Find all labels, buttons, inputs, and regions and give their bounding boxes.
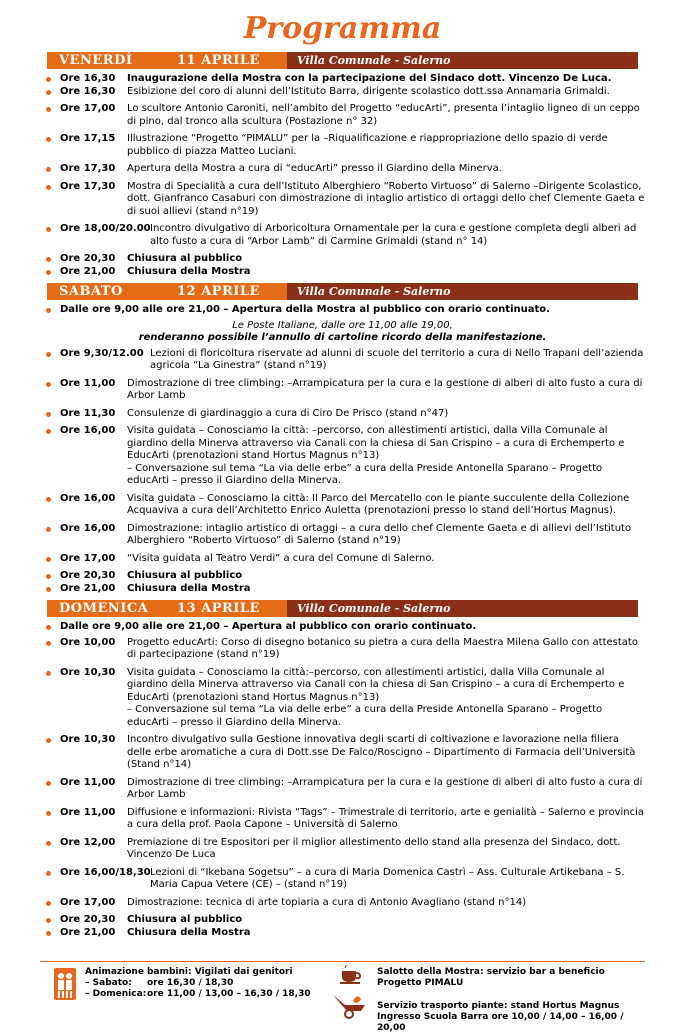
event-time: Ore 17,15 — [60, 133, 116, 144]
list-item — [0, 103, 685, 128]
event-time: Ore 16,00/18,30 — [60, 866, 151, 878]
event-time: Ore 20,30 — [60, 914, 116, 925]
bullet-icon — [46, 352, 51, 357]
bullet-icon — [46, 257, 51, 262]
event-time: Ore 16,30 — [60, 85, 116, 97]
event-time: Ore 9,30/12.00 — [60, 347, 144, 359]
day-label: VENERDÌ — [59, 53, 133, 68]
transport-service: Servizio trasporto piante: stand Hortus Magnus — [377, 1001, 620, 1011]
list-item — [0, 163, 685, 176]
list-item — [0, 777, 685, 802]
event-time: Ore 10,30 — [60, 734, 116, 745]
list-item — [0, 583, 685, 596]
event-time: Ore 10,00 — [60, 636, 116, 648]
day-band-friday — [47, 52, 638, 69]
event-description: Chiusura della Mostra — [127, 926, 251, 938]
event-description: Dimostrazione: tecnica di arte topiaria a cura di Antonio Avagliano (stand n°14) — [127, 896, 527, 908]
event-time: Ore 20,30 — [60, 253, 116, 264]
bullet-icon — [46, 497, 51, 502]
services-info — [377, 967, 647, 1034]
event-description: Chiusura della Mostra — [127, 582, 251, 594]
event-time: Ore 20,30 — [60, 570, 116, 581]
poste-note: Le Poste Italiane, dalle ore 11,00 alle 19,00, renderanno possibile l’annullo di cartoline ricordo della manifestazione. — [138, 319, 547, 343]
bullet-icon — [46, 185, 51, 190]
bullet-icon — [46, 781, 51, 786]
bullet-icon — [46, 527, 51, 532]
list-item — [0, 378, 685, 403]
bullet-icon — [46, 557, 51, 562]
event-time: Ore 12,00 — [60, 836, 116, 848]
program-page — [0, 10, 685, 1033]
bullet-icon — [46, 671, 51, 676]
event-time: Ore 17,00 — [60, 896, 116, 908]
list-item — [0, 86, 685, 99]
event-description: Inaugurazione della Mostra con la partecipazione del Sindaco dott. Vincenzo De Luca. — [127, 73, 612, 84]
event-description: Incontro divulgativo sulla Gestione innovativa degli scarti di coltivazione e lavorazione nella filiera delle erbe aromatiche a cura di Dott.sse De Falco/Roscigno – Dipartimento di Farmacia dell’Università (Stand n°14) — [127, 734, 636, 770]
event-description: Dimostrazione: intaglio artistico di ortaggi – a cura dello chef Clemente Gaeta e di allievi dell’Istituto Alberghiero “Roberto Virtuoso” di Salerno (stand n°19) — [127, 522, 632, 546]
list-item — [0, 667, 685, 730]
bullet-icon — [46, 107, 51, 112]
event-description: Progetto educArti: Corso di disegno botanico su pietra a cura della Maestra Milena Gallo con attestato di partecipazione (stand n°19) — [127, 636, 638, 660]
event-description: Visita guidata – Conosciamo la città:–percorso, con allestimenti artistici, dalla Villa Comunale al giardino della Minerva attraverso via Canali con la chiesa di San Crispino – a cura di Erchemperto e EducArti (prenotazioni stand Hortus Magnus n°13) — [127, 666, 625, 703]
event-description: Mostra di Specialità a cura dell’Istituto Alberghiero “Roberto Virtuoso” di Salerno –Dirigente Scolastico, dott. Gianfranco Casaburi con dimostrazione di intaglio artistico di ortaggi dello chef Clemente Gaeta e di suoi allievi (stand n°19) — [127, 180, 645, 217]
list-item — [0, 408, 685, 421]
event-description: Esibizione del coro di alunni dell’Istituto Barra, dirigente scolastico dott.ssa Annamaria Grimaldi. — [127, 85, 610, 97]
event-time: Ore 11,00 — [60, 776, 116, 788]
day-date: 12 APRILE — [177, 284, 260, 299]
bullet-icon — [46, 308, 51, 313]
event-time: Ore 10,30 — [60, 666, 116, 678]
bullet-icon — [46, 167, 51, 172]
event-time: Ore 17,30 — [60, 180, 116, 192]
event-description: Lezioni di “Ikebana Sogetsu” – a cura di Maria Domenica Castrì – Ass. Culturale Artikebana – S. Maria Capua Vetere (CE) – (stand n°19) — [150, 866, 625, 890]
event-description: Dimostrazione di tree climbing: –Arrampicatura per la cura e la gestione di alberi di alto fusto a cura di Arbor Lamb — [127, 377, 643, 401]
list-item — [0, 73, 685, 86]
event-time: Ore 11,00 — [60, 806, 116, 818]
coffee-cup-icon — [339, 965, 363, 985]
bullet-icon — [46, 77, 51, 82]
list-item — [0, 807, 685, 832]
bullet-icon — [46, 574, 51, 579]
kids-title: Animazione bambini: Vigilati dai genitori — [85, 967, 293, 977]
day-label: DOMENICA — [59, 601, 149, 616]
event-time: Ore 16,00 — [60, 492, 116, 504]
list-item — [0, 523, 685, 548]
event-description: Apertura della Mostra a cura di “educArti” presso il Giardino della Minerva. — [127, 163, 502, 174]
event-description: Chiusura al pubblico — [127, 253, 243, 264]
list-item — [0, 253, 685, 266]
event-time: Ore 11,00 — [60, 377, 116, 389]
bullet-icon — [46, 587, 51, 592]
bullet-icon — [46, 382, 51, 387]
venue-label: Villa Comunale - Salerno — [297, 602, 451, 615]
event-description: Visita guidata – Conosciamo la città: –percorso, con allestimenti artistici, dalla Villa Comunale al giardino della Minerva attraverso via Canali con la chiesa di San Crispino – a cura di Erchemperto e EducArti (prenotazioni stand Hortus Magnus n°13) — [127, 425, 625, 461]
day-date: 11 APRILE — [177, 53, 260, 68]
event-time: Ore 21,00 — [60, 926, 116, 938]
event-time: Ore 21,00 — [60, 582, 116, 594]
bullet-icon — [46, 841, 51, 846]
list-item — [0, 897, 685, 910]
event-time: Ore 17,30 — [60, 163, 116, 174]
bullet-icon — [46, 137, 51, 142]
event-description: Lezioni di floricoltura riservate ad alunni di scuole del territorio a cura di Nello Trapani dell’azienda agricola “La Ginestra” (stand n°19) — [150, 347, 644, 371]
list-item — [0, 493, 685, 518]
list-item — [0, 266, 685, 279]
event-time: Ore 18,00/20.00 — [60, 223, 151, 234]
kids-info: Animazione bambini: Vigilati dai genitori – Sabato: ore 16,30 / 18,30 – Domenica:ore 11,00 / 13,00 – 16,30 / 18,30 — [85, 967, 355, 1000]
bullet-icon — [46, 811, 51, 816]
list-item — [0, 425, 685, 488]
bullet-icon — [46, 901, 51, 906]
list-item — [0, 637, 685, 662]
event-time: Ore 21,00 — [60, 265, 116, 277]
bullet-icon — [46, 641, 51, 646]
event-description: Lo scultore Antonio Caroniti, nell’ambito del Progetto “educArti”, presenta l’intaglio ligneo di un ceppo di pino, dal tronco alla scultura (Postazione n° 32) — [127, 103, 640, 127]
event-time: Ore 17,00 — [60, 552, 116, 564]
bullet-icon — [46, 931, 51, 936]
list-item — [0, 133, 685, 158]
list-item — [0, 181, 685, 219]
venue-label: Villa Comunale - Salerno — [297, 54, 451, 67]
bar-service: Salotto della Mostra: servizio bar a beneficio Progetto PIMALU — [377, 967, 605, 988]
list-item — [0, 734, 685, 772]
bullet-icon — [46, 871, 51, 876]
list-item — [0, 553, 685, 566]
bullet-icon — [46, 738, 51, 743]
footer — [47, 965, 638, 1033]
event-list-friday — [0, 73, 685, 281]
event-description-extra: – Conversazione sul tema “La via delle erbe” a cura della Preside Antonella Sparano – Progetto educArti – presso il Giardino della Minerva. — [127, 704, 603, 728]
event-description-extra: – Conversazione sul tema “La via delle erbe” a cura della Preside Antonella Sparano – Progetto educArti – presso il Giardino della Minerva. — [127, 462, 603, 486]
event-description: Visita guidata – Conosciamo la città: Il Parco del Mercatello con le piante succulente della Collezione Acquaviva a cura dell’Architetto Enrico Auletta (prenotazioni presso lo stand dell’Hortus Magnus). — [127, 492, 630, 516]
event-description: “Visita guidata al Teatro Verdi” a cura del Comune di Salerno. — [127, 552, 435, 564]
venue-label: Villa Comunale - Salerno — [297, 285, 451, 298]
event-description: Chiusura al pubblico — [127, 914, 243, 925]
bullet-icon — [46, 412, 51, 417]
list-item — [0, 348, 685, 373]
opening-hours: Dalle ore 9,00 alle ore 21,00 – Apertura della Mostra al pubblico con orario continuato. — [60, 304, 550, 315]
bullet-icon — [46, 625, 51, 630]
event-description: Chiusura della Mostra — [127, 265, 251, 277]
event-description: Premiazione di tre Espositori per il miglior allestimento dello stand alla presenza del Sindaco, dott. Vincenzo De Luca — [127, 836, 621, 860]
opening-hours: Dalle ore 9,00 alle ore 21,00 – Apertura al pubblico con orario continuato. — [60, 621, 477, 632]
page-title: Programma — [243, 11, 442, 46]
bullet-icon — [46, 90, 51, 95]
event-list-sunday — [0, 637, 685, 943]
list-item — [0, 837, 685, 862]
day-band-sunday — [47, 600, 638, 617]
transport-hours: Ingresso Scuola Barra ore 10,00 / 14,00 – 16,00 / 20,00 — [377, 1012, 624, 1033]
day-band-saturday — [47, 283, 638, 300]
day-date: 13 APRILE — [177, 601, 260, 616]
list-item — [0, 927, 685, 940]
bullet-icon — [46, 429, 51, 434]
event-description: Diffusione e informazioni: Rivista “Tags” – Trimestrale di territorio, arte e genialità – Salerno e provincia a cura della prof. Paola Capone – Università di Salerno — [127, 806, 645, 830]
event-time: Ore 16,00 — [60, 425, 116, 436]
bullet-icon — [46, 227, 51, 232]
day-label: SABATO — [59, 284, 123, 299]
list-item — [0, 570, 685, 583]
list-item — [0, 867, 685, 892]
event-time: Ore 16,30 — [60, 73, 116, 84]
event-description: Illustrazione “Progetto “PIMALU” per la –Riqualificazione e riappropriazione dello spazio di verde pubblico di piazza Matteo Luciani. — [127, 133, 608, 157]
footer-divider — [40, 961, 645, 962]
event-time: Ore 11,30 — [60, 407, 116, 419]
event-time: Ore 17,00 — [60, 103, 116, 114]
bullet-icon — [46, 918, 51, 923]
event-description: Incontro divulgativo di Arboricoltura Ornamentale per la cura e gestione completa degli alberi ad alto fusto a cura di “Arbor Lamb” di Carmine Grimaldi (stand n° 14) — [150, 223, 637, 247]
wheelbarrow-icon — [331, 991, 371, 1019]
event-time: Ore 16,00 — [60, 522, 116, 534]
list-item — [0, 621, 685, 634]
event-description: Consulenze di giardinaggio a cura di Ciro De Prisco (stand n°47) — [127, 407, 449, 419]
kids-icon — [53, 967, 77, 1001]
event-list-saturday — [0, 348, 685, 599]
list-item — [0, 223, 685, 248]
bullet-icon — [46, 270, 51, 275]
list-item — [0, 304, 685, 317]
event-description: Chiusura al pubblico — [127, 570, 243, 581]
event-description: Dimostrazione di tree climbing: –Arrampicatura per la cura e la gestione di alberi di alto fusto a cura di Arbor Lamb — [127, 776, 643, 800]
list-item — [0, 914, 685, 927]
